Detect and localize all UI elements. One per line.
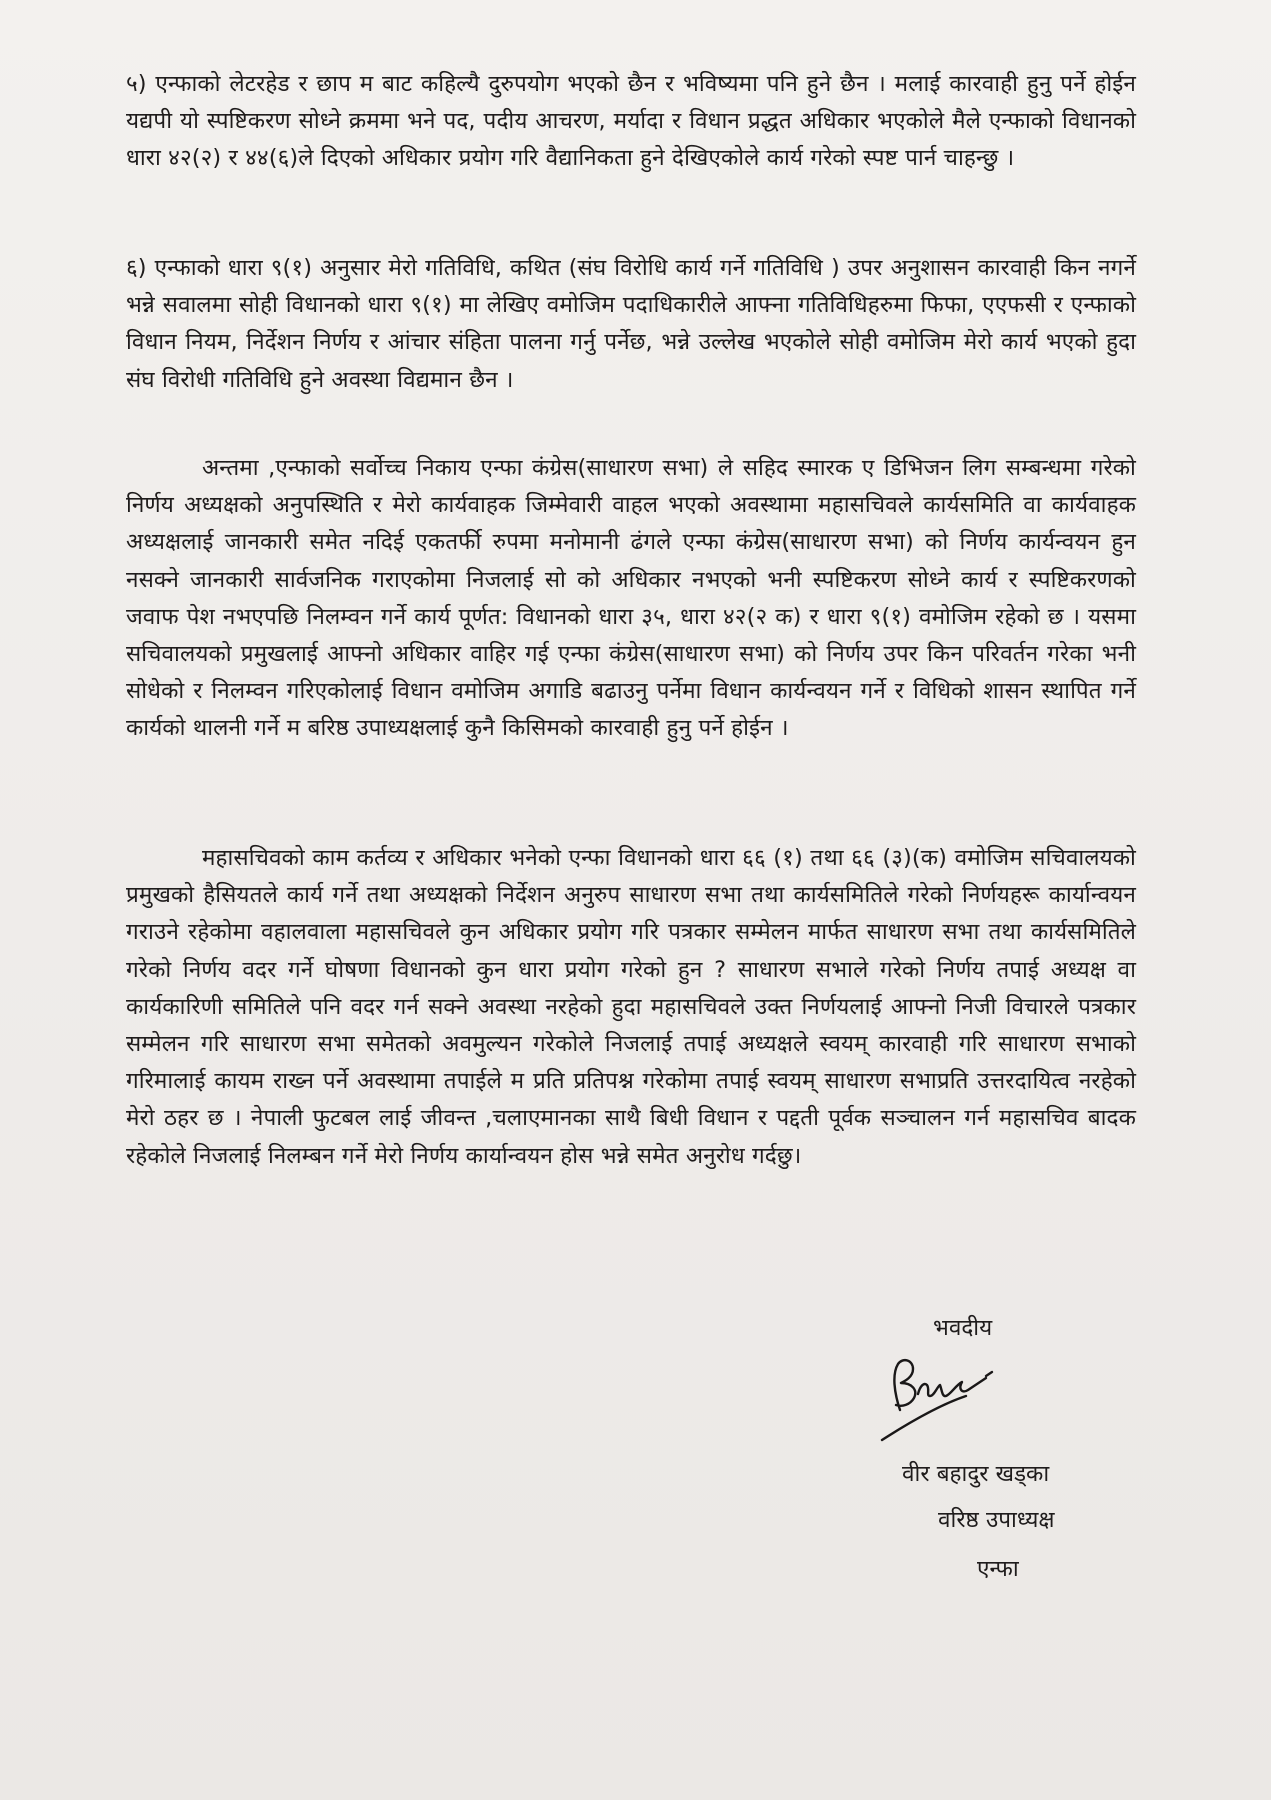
signatory-organization: एन्फा [977, 1556, 1019, 1582]
signature-image [870, 1352, 1030, 1447]
sign-off: भवदीय [933, 1315, 993, 1341]
paragraph-conclusion: अन्तमा ,एन्फाको सर्वोच्च निकाय एन्फा कंग्रेस(साधारण सभा) ले सहिद स्मारक ए डिभिजन लिग सम्बन्धमा गरेको निर्णय अध्यक्षको अनुपस्थिति र मेरो कार्यवाहक जिम्मेवारी वाहल भएको अवस्थामा महासचिवले कार्यसमिति वा कार्यवाहक अध्यक्षलाई जानकारी समेत नदिई एकतर्फी रुपमा मनोमानी ढंगले एन्फा कंग्रेस(साधारण सभा) को निर्णय कार्यन्वयन हुन नसक्ने जानकारी सार्वजनिक गराएकोमा निजलाई सो को अधिकार नभएको भनी स्पष्टिकरण सोध्ने कार्य र स्पष्टिकरणको जवाफ पेश नभएपछि निलम्वन गर्ने कार्य पूर्णत: विधानको धारा ३५, धारा ४२(२ क) र धारा ९(१) वमोजिम रहेको छ । यसमा सचिवालयको प्रमुखलाई आफ्नो अधिकार वाहिर गई एन्फा कंग्रेस(साधारण सभा) को निर्णय उपर किन परिवर्तन गरेका भनी सोधेको र निलम्वन गरिएकोलाई विधान वमोजिम अगाडि बढाउनु पर्नेमा विधान कार्यन्वयन गर्ने र विधिको शासन स्थापित गर्ने कार्यको थालनी गर्ने म बरिष्ठ उपाध्यक्षलाई कुनै किसिमको कारवाही हुनु पर्ने होईन । [126, 455, 1137, 742]
paragraph-point-6: ६) एन्फाको धारा ९(१) अनुसार मेरो गतिविधि, कथित (संघ विरोधि कार्य गर्ने गतिविधि ) उपर अनुशासन कारवाही किन नगर्ने भन्ने सवालमा सोही विधानको धारा ९(१) मा लेखिए वमोजिम पदाधिकारीले आफ्ना गतिविधिहरुमा फिफा, एएफसी र एन्फाको विधान नियम, निर्देशन निर्णय र आंचार संहिता पालना गर्नु पर्नेछ, भन्ने उल्लेख भएकोले सोही वमोजिम मेरो कार्य भएको हुदा संघ विरोधी गतिविधि हुने अवस्था विद्यमान छैन । [126, 255, 1136, 393]
signatory-title: वरिष्ठ उपाध्यक्ष [938, 1507, 1055, 1533]
paragraph-general-secretary: महासचिवको काम कर्तव्य र अधिकार भनेको एन्फा विधानको धारा ६६ (१) तथा ६६ (३)(क) वमोजिम सचिवालयको प्रमुखको हैसियतले कार्य गर्ने तथा अध्यक्षको निर्देशन अनुरुप साधारण सभा तथा कार्यसमितिले गरेको निर्णयहरू कार्यान्वयन गराउने रहेकोमा वहालवाला महासचिवले कुन अधिकार प्रयोग गरि पत्रकार सम्मेलन मार्फत साधारण सभा तथा कार्यसमितिले गरेको निर्णय वदर गर्ने घोषणा विधानको कुन धारा प्रयोग गरेको हुन ? साधारण सभाले गरेको निर्णय तपाई अध्यक्ष वा कार्यकारिणी समितिले पनि वदर गर्न सक्ने अवस्था नरहेको हुदा महासचिवले उक्त निर्णयलाई आफ्नो निजी विचारले पत्रकार सम्मेलन गरि साधारण सभा समेतको अवमुल्यन गरेकोले निजलाई तपाई अध्यक्षले स्वयम् कारवाही गरि साधारण सभाको गरिमालाई कायम राख्न पर्ने अवस्थामा तपाईले म प्रति प्रतिपश्न गरेकोमा तपाई स्वयम् साधारण सभाप्रति उत्तरदायित्व नरहेको मेरो ठहर छ । नेपाली फुटबल लाई जीवन्त ,चलाएमानका साथै बिधी विधान र पद्दती पूर्वक सञ्चालन गर्न महासचिव बादक रहेकोले निजलाई निलम्बन गर्ने मेरो निर्णय कार्यान्वयन होस भन्ने समेत अनुरोध गर्दछु। [126, 845, 1136, 1169]
signatory-name: वीर बहादुर खड्का [902, 1461, 1050, 1487]
paragraph-point-5: ५) एन्फाको लेटरहेड र छाप म बाट कहिल्यै दुरुपयोग भएको छैन र भविष्यमा पनि हुने छैन । मलाई कारवाही हुनु पर्ने होईन यद्यपी यो स्पष्टिकरण सोध्ने क्रममा भने पद, पदीय आचरण, मर्यादा र विधान प्रद्धत अधिकार भएकोले मैले एन्फाको विधानको धारा ४२(२) र ४४(६)ले दिएको अधिकार प्रयोग गरि वैद्यानिकता हुने देखिएकोले कार्य गरेको स्पष्ट पार्न चाहन्छु । [126, 71, 1136, 172]
